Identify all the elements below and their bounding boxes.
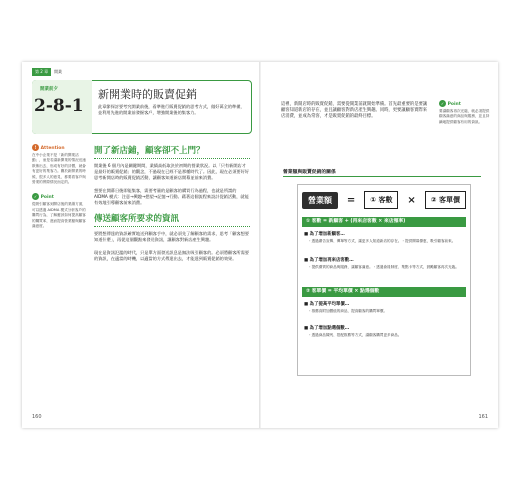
section-number: 2-8-1	[34, 96, 84, 116]
point-header	[32, 193, 86, 200]
paragraph-2: 想要在開幕日後即能集客，需要考量的是顧客的購買行為過程，也就是所謂的 AIDMA 模式：注意→興趣→慾望→記憶→行動。藉著這個流程來設計促銷活動，就能有效地引導顧客前來消費。	[94, 187, 249, 206]
bullet-head-average-price: ■ 為了提高平均單價…	[304, 302, 350, 307]
formula-customers: ① 客數	[364, 191, 398, 209]
bullet-average-price: ・推薦高附加價值的商品，提高顧客的購買單價。	[308, 309, 388, 313]
section-title: 新開業時的販賣促銷	[98, 88, 197, 101]
formula-times: ×	[407, 194, 416, 206]
right-page	[261, 62, 498, 428]
page-number-left: 160	[32, 414, 42, 420]
left-page	[22, 62, 259, 428]
right-point-box	[439, 100, 491, 125]
sales-formula-figure	[297, 184, 471, 376]
section-label: 開業前夕	[40, 87, 58, 92]
heading-2: 傳送顧客所要求的資訊	[94, 212, 250, 227]
open-book	[22, 62, 498, 428]
unit-price-formula: ② 客單價 = 平均單價 × 點選個數	[302, 287, 466, 297]
bullet-new-customers: ・透過廣告宣傳、傳單等方式，讓更多人知道新店的存在。・提供開幕優惠，吸引顧客前來。	[308, 239, 456, 243]
formula-equals: =	[346, 194, 356, 206]
right-point-text: 要讓顧客再次光臨，就必須提供顧客滿意的商品與服務，並且持續地提供顧客有用的資訊。	[439, 109, 490, 124]
left-content	[94, 142, 250, 268]
page-number-right: 161	[478, 414, 488, 420]
bullet-item-count: ・透過商品陳列、搭配推薦等方式，讓顧客購買更多商品。	[308, 333, 402, 337]
paragraph-1: 開業後 6 個月內是關鍵期間，業績高低取決於初期的營業狀況。以「只有新開店才是最好的販賣促銷」的觀念，不過現在已經不是那種時代了。因此，現在必須要好好思考新開店時的販賣促銷活動，讓顧客知道新店開幕並前來消費。	[94, 163, 249, 181]
point-title: Point	[40, 195, 54, 201]
formula-sales: 營業額	[302, 192, 338, 209]
chapter-name: 開業	[54, 69, 62, 74]
chapter-tag: 第 2 章	[32, 68, 51, 76]
section-subtitle: 此章節探討要考究開業前後，看準進行販賣促銷的思考方式，做好萬全的準備，並利用先進的開業前發掘客戶，增強開業後的集客力。	[98, 104, 245, 115]
bullet-head-repeat-customers: ■ 為了增加再來店客數…	[304, 258, 354, 263]
attention-header	[32, 144, 86, 151]
figure-title-rule	[283, 176, 481, 177]
point-icon: ✓	[33, 194, 38, 200]
customers-formula: ① 客數 = 新顧客 + (再來店客數 × 來店頻率)	[302, 217, 466, 227]
right-point-icon: ✓	[440, 101, 445, 106]
heading-1: 開了新店鋪，顧客卻不上門？	[94, 144, 250, 159]
formula-row	[302, 189, 466, 211]
right-point-header	[439, 100, 491, 107]
attention-text: 在中小企業不是「新的開業活動」，而是若讓新開業的情況迅速散佈出去，形成有好的評價，就會有更好的集客力。關於新開業的時候，很多人的意見，都要看客戶與營業的實際情況而定的。	[32, 153, 86, 185]
attention-icon: !	[32, 144, 39, 151]
right-point-title: Point	[447, 102, 461, 107]
bullet-repeat-customers: ・提供優質的商品與服務，讓顧客滿意。・透過會員制度、集點卡等方式，鼓勵顧客再次光臨。	[308, 265, 459, 269]
point-text: 從吸引顧客到開店後的業績方面，可以透過 AIDMA 模式分析客戶的購買行為，了解應該如何提高顧客的購買率，進而提高營業額與顧客滿意度。	[32, 202, 86, 229]
attention-title: Attention	[40, 146, 65, 151]
left-sidebar	[32, 144, 86, 237]
paragraph-3: 要將想傳達的資訊確實地送到顧客手中，就必須先了解顧客的需求，思考「顧客想要知道什麼」，再從這個觀點來發送資訊，讓顧客對新店產生興趣。	[94, 231, 249, 243]
figure-title: 營業額與販賣促銷的關係	[283, 170, 336, 175]
right-top-text: 這裡，新開店時的販賣促銷，需要從開業前就開始準備。首先最重要的是要讓顧客知道新店的存在，並且讓顧客對新店產生興趣。同時，更要讓顧客實際來店消費，並成為常客，才是販賣促銷的最終目標。	[281, 102, 428, 120]
paragraph-4: 現在是資訊氾濫的時代，只是單方面發送訊息是無法吸引顧客的。必須將顧客所需要的資訊，在適當的時機，以適當的方式傳達出去，才能達到販賣促銷的效果。	[94, 249, 249, 261]
formula-unit-price: ② 客單價	[425, 191, 466, 209]
bullet-head-item-count: ■ 為了增加點選個數…	[304, 326, 350, 331]
bullet-head-new-customers: ■ 為了增加新顧客…	[304, 232, 345, 237]
